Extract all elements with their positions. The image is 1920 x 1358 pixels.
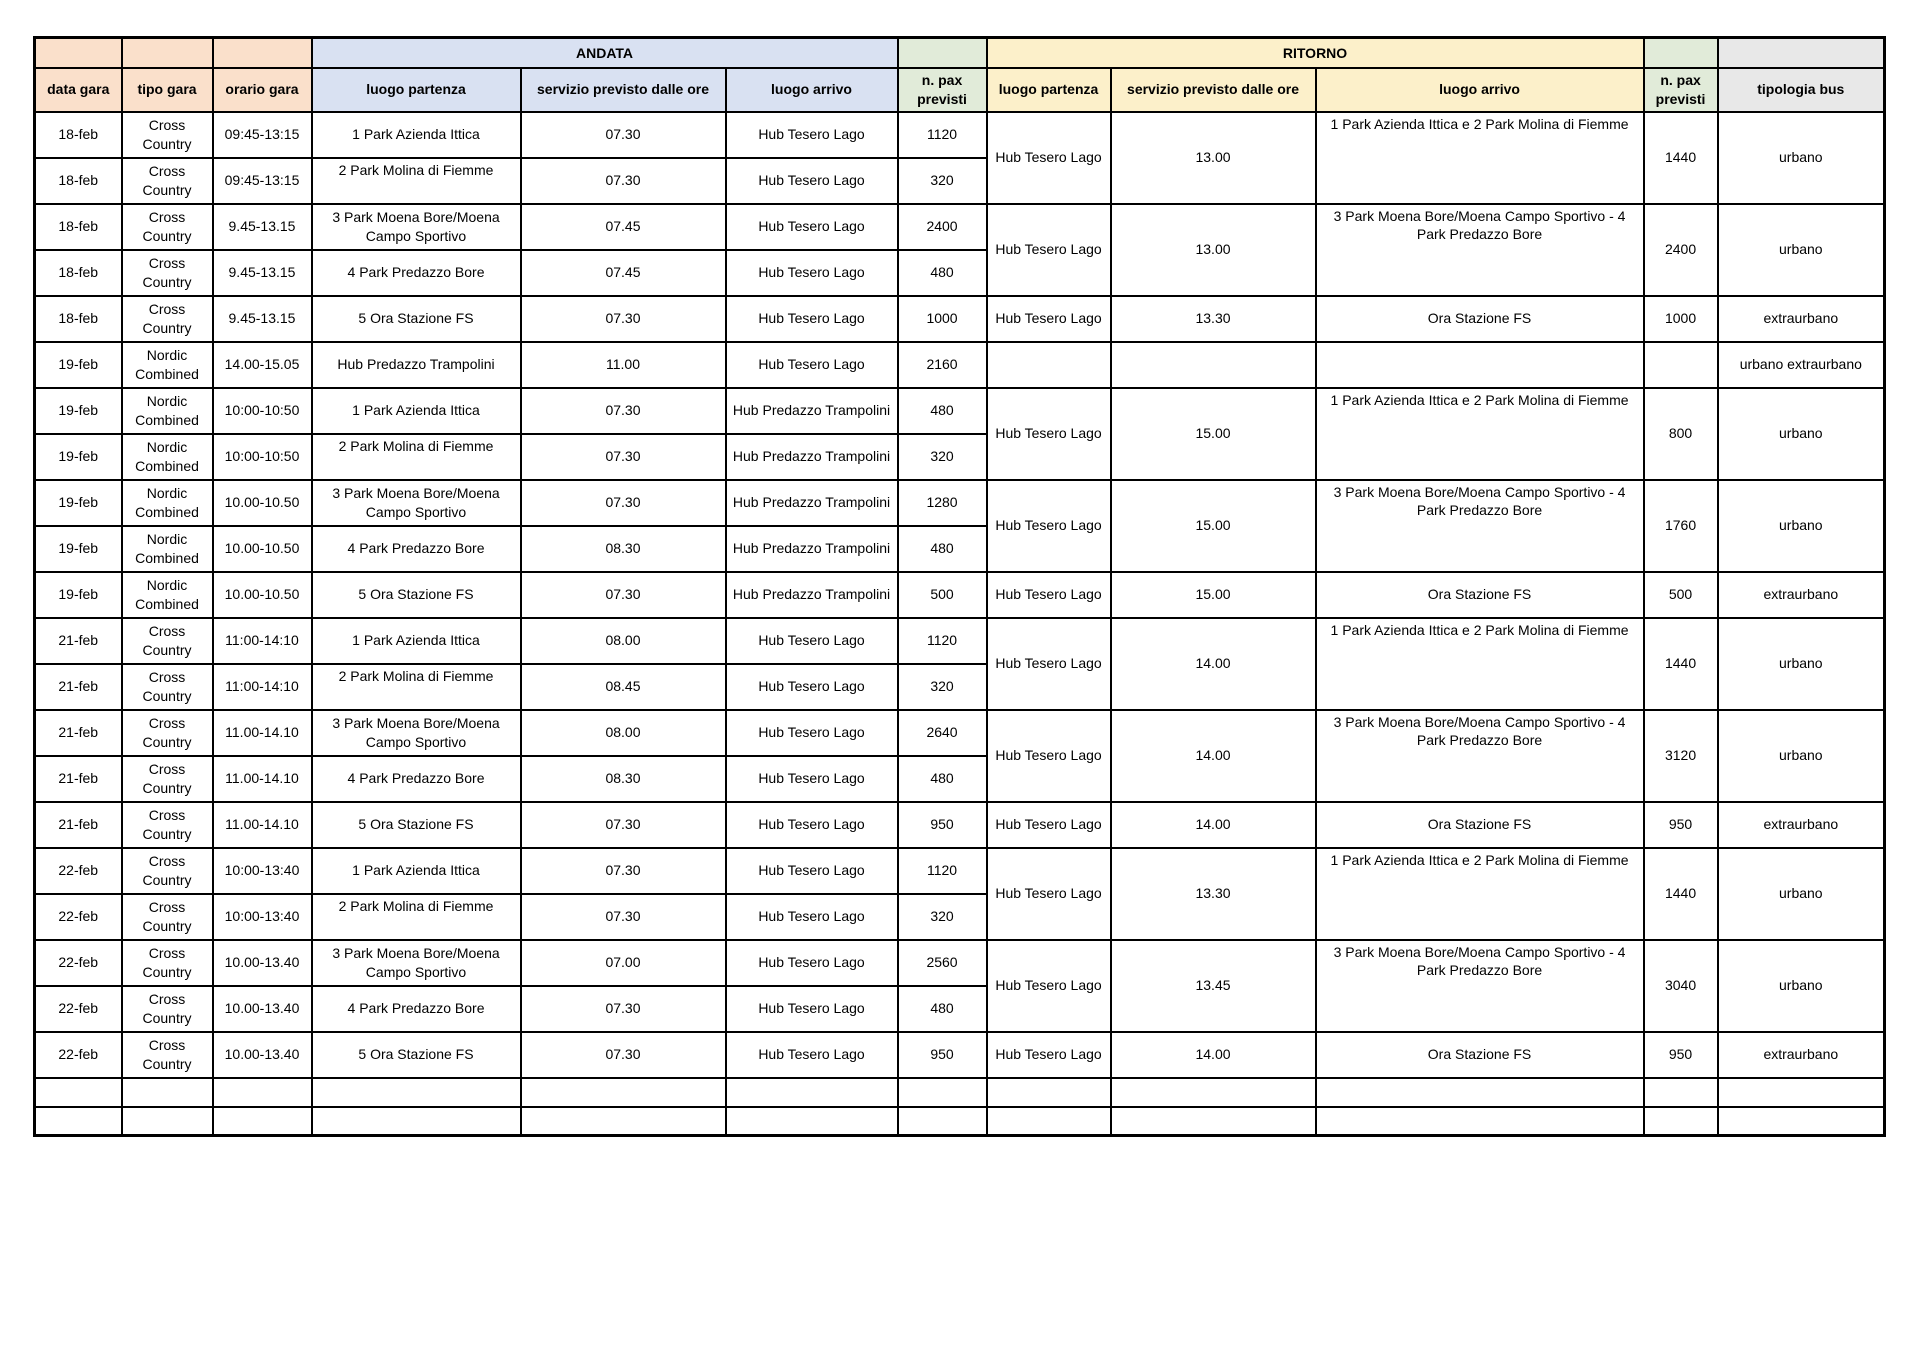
- cell-ritorno-pax: 1440: [1644, 848, 1718, 940]
- cell-andata-servizio: 11.00: [521, 342, 726, 388]
- cell-andata-luogo-arrivo: Hub Tesero Lago: [726, 848, 898, 894]
- cell-data-gara: 19-feb: [35, 572, 122, 618]
- table-row: [35, 940, 1885, 986]
- cell-data-gara: 22-feb: [35, 1032, 122, 1078]
- table-body: [35, 112, 1885, 1136]
- empty-cell: [1111, 1078, 1316, 1107]
- col-header-data-gara: data gara: [35, 68, 122, 112]
- cell-tipo-gara: Cross Country: [122, 802, 213, 848]
- cell-tipologia-bus: extraurbano: [1718, 802, 1885, 848]
- cell-orario-gara: 10:00-13:40: [213, 848, 312, 894]
- cell-tipo-gara: Cross Country: [122, 1032, 213, 1078]
- empty-cell: [1718, 1078, 1885, 1107]
- table-row: [35, 112, 1885, 158]
- cell-andata-luogo-partenza: 1 Park Azienda Ittica: [312, 388, 521, 434]
- cell-andata-pax: 320: [898, 158, 987, 204]
- cell-andata-luogo-arrivo: Hub Tesero Lago: [726, 158, 898, 204]
- cell-tipo-gara: Nordic Combined: [122, 388, 213, 434]
- cell-ritorno-luogo-arrivo: 3 Park Moena Bore/Moena Campo Sportivo - 4 Park Predazzo Bore: [1316, 710, 1644, 802]
- cell-andata-servizio: 08.45: [521, 664, 726, 710]
- cell-andata-luogo-partenza: 5 Ora Stazione FS: [312, 572, 521, 618]
- empty-cell: [726, 1107, 898, 1136]
- cell-andata-servizio: 08.30: [521, 756, 726, 802]
- cell-ritorno-servizio: 14.00: [1111, 802, 1316, 848]
- cell-ritorno-pax: 1440: [1644, 112, 1718, 204]
- table-row: [35, 296, 1885, 342]
- cell-tipo-gara: Cross Country: [122, 894, 213, 940]
- cell-ritorno-servizio: 13.30: [1111, 848, 1316, 940]
- cell-data-gara: 22-feb: [35, 894, 122, 940]
- cell-andata-servizio: 07.30: [521, 802, 726, 848]
- cell-andata-luogo-arrivo: Hub Tesero Lago: [726, 756, 898, 802]
- cell-orario-gara: 11.00-14.10: [213, 756, 312, 802]
- cell-andata-pax: 1280: [898, 480, 987, 526]
- cell-andata-luogo-partenza: 5 Ora Stazione FS: [312, 296, 521, 342]
- group-header-row: [35, 38, 1885, 68]
- cell-ritorno-luogo-partenza: Hub Tesero Lago: [987, 618, 1111, 710]
- cell-data-gara: 22-feb: [35, 986, 122, 1032]
- cell-andata-pax: 2160: [898, 342, 987, 388]
- empty-cell: [1644, 1078, 1718, 1107]
- cell-ritorno-luogo-arrivo: Ora Stazione FS: [1316, 572, 1644, 618]
- cell-andata-pax: 950: [898, 802, 987, 848]
- cell-andata-pax: 2560: [898, 940, 987, 986]
- cell-data-gara: 21-feb: [35, 756, 122, 802]
- cell-andata-luogo-partenza: 1 Park Azienda Ittica: [312, 112, 521, 158]
- cell-andata-pax: 2400: [898, 204, 987, 250]
- cell-andata-pax: 480: [898, 526, 987, 572]
- cell-data-gara: 22-feb: [35, 940, 122, 986]
- cell-ritorno-pax: 3040: [1644, 940, 1718, 1032]
- cell-ritorno-luogo-partenza: Hub Tesero Lago: [987, 296, 1111, 342]
- table-row: [35, 710, 1885, 756]
- cell-tipo-gara: Nordic Combined: [122, 526, 213, 572]
- empty-cell: [312, 1078, 521, 1107]
- cell-tipo-gara: Cross Country: [122, 296, 213, 342]
- cell-ritorno-pax: [1644, 342, 1718, 388]
- cell-andata-luogo-arrivo: Hub Tesero Lago: [726, 1032, 898, 1078]
- cell-tipologia-bus: extraurbano: [1718, 572, 1885, 618]
- cell-ritorno-servizio: [1111, 342, 1316, 388]
- cell-andata-pax: 320: [898, 434, 987, 480]
- cell-orario-gara: 11:00-14:10: [213, 664, 312, 710]
- cell-orario-gara: 9.45-13.15: [213, 204, 312, 250]
- cell-orario-gara: 10:00-13:40: [213, 894, 312, 940]
- cell-ritorno-luogo-arrivo: 1 Park Azienda Ittica e 2 Park Molina di Fiemme: [1316, 848, 1644, 940]
- group-spacer-pax-andata: [898, 38, 987, 68]
- col-header-ritorno-luogo-partenza: luogo partenza: [987, 68, 1111, 112]
- table-row: [35, 342, 1885, 388]
- cell-andata-pax: 480: [898, 756, 987, 802]
- cell-andata-luogo-arrivo: Hub Tesero Lago: [726, 204, 898, 250]
- cell-ritorno-pax: 950: [1644, 1032, 1718, 1078]
- cell-data-gara: 19-feb: [35, 434, 122, 480]
- table-row: [35, 388, 1885, 434]
- cell-andata-luogo-arrivo: Hub Tesero Lago: [726, 894, 898, 940]
- cell-andata-luogo-arrivo: Hub Tesero Lago: [726, 618, 898, 664]
- cell-andata-servizio: 07.30: [521, 296, 726, 342]
- cell-andata-luogo-partenza: 2 Park Molina di Fiemme: [312, 158, 521, 204]
- group-header-andata: ANDATA: [312, 38, 898, 68]
- cell-andata-servizio: 08.00: [521, 710, 726, 756]
- cell-ritorno-luogo-arrivo: 3 Park Moena Bore/Moena Campo Sportivo - 4 Park Predazzo Bore: [1316, 480, 1644, 572]
- cell-andata-luogo-arrivo: Hub Tesero Lago: [726, 112, 898, 158]
- empty-cell: [1644, 1107, 1718, 1136]
- cell-andata-pax: 480: [898, 388, 987, 434]
- cell-andata-pax: 950: [898, 1032, 987, 1078]
- bus-schedule-table: [33, 36, 1886, 1137]
- cell-andata-pax: 320: [898, 894, 987, 940]
- empty-cell: [987, 1107, 1111, 1136]
- cell-ritorno-servizio: 13.00: [1111, 112, 1316, 204]
- empty-cell: [1316, 1107, 1644, 1136]
- cell-data-gara: 18-feb: [35, 112, 122, 158]
- cell-andata-pax: 1120: [898, 618, 987, 664]
- cell-andata-pax: 320: [898, 664, 987, 710]
- cell-ritorno-luogo-arrivo: 1 Park Azienda Ittica e 2 Park Molina di Fiemme: [1316, 112, 1644, 204]
- cell-ritorno-luogo-partenza: Hub Tesero Lago: [987, 1032, 1111, 1078]
- cell-andata-servizio: 07.30: [521, 894, 726, 940]
- cell-orario-gara: 14.00-15.05: [213, 342, 312, 388]
- cell-tipo-gara: Nordic Combined: [122, 434, 213, 480]
- group-spacer-orario-gara: [213, 38, 312, 68]
- cell-ritorno-luogo-partenza: Hub Tesero Lago: [987, 940, 1111, 1032]
- cell-andata-luogo-partenza: 3 Park Moena Bore/Moena Campo Sportivo: [312, 940, 521, 986]
- cell-tipologia-bus: urbano: [1718, 940, 1885, 1032]
- table-row: [35, 480, 1885, 526]
- cell-ritorno-pax: 500: [1644, 572, 1718, 618]
- cell-orario-gara: 10.00-13.40: [213, 940, 312, 986]
- cell-ritorno-luogo-arrivo: 1 Park Azienda Ittica e 2 Park Molina di Fiemme: [1316, 388, 1644, 480]
- cell-andata-luogo-partenza: 4 Park Predazzo Bore: [312, 526, 521, 572]
- cell-andata-pax: 1000: [898, 296, 987, 342]
- cell-data-gara: 18-feb: [35, 250, 122, 296]
- cell-ritorno-luogo-partenza: Hub Tesero Lago: [987, 388, 1111, 480]
- cell-ritorno-servizio: 13.30: [1111, 296, 1316, 342]
- cell-data-gara: 18-feb: [35, 158, 122, 204]
- cell-data-gara: 21-feb: [35, 710, 122, 756]
- table-row: [35, 848, 1885, 894]
- cell-ritorno-servizio: 15.00: [1111, 388, 1316, 480]
- cell-tipologia-bus: urbano: [1718, 848, 1885, 940]
- cell-andata-luogo-partenza: Hub Predazzo Trampolini: [312, 342, 521, 388]
- cell-andata-luogo-partenza: 3 Park Moena Bore/Moena Campo Sportivo: [312, 710, 521, 756]
- cell-tipo-gara: Cross Country: [122, 112, 213, 158]
- cell-ritorno-servizio: 15.00: [1111, 572, 1316, 618]
- cell-tipo-gara: Cross Country: [122, 158, 213, 204]
- group-spacer-data-gara: [35, 38, 122, 68]
- cell-ritorno-luogo-partenza: [987, 342, 1111, 388]
- cell-tipologia-bus: urbano extraurbano: [1718, 342, 1885, 388]
- cell-andata-luogo-partenza: 3 Park Moena Bore/Moena Campo Sportivo: [312, 204, 521, 250]
- cell-tipo-gara: Cross Country: [122, 204, 213, 250]
- cell-orario-gara: 10.00-10.50: [213, 526, 312, 572]
- cell-ritorno-luogo-arrivo: Ora Stazione FS: [1316, 802, 1644, 848]
- cell-andata-servizio: 07.00: [521, 940, 726, 986]
- col-header-andata-luogo-arrivo: luogo arrivo: [726, 68, 898, 112]
- cell-ritorno-luogo-arrivo: 3 Park Moena Bore/Moena Campo Sportivo - 4 Park Predazzo Bore: [1316, 204, 1644, 296]
- cell-andata-luogo-partenza: 1 Park Azienda Ittica: [312, 848, 521, 894]
- cell-orario-gara: 10.00-13.40: [213, 1032, 312, 1078]
- cell-tipo-gara: Cross Country: [122, 250, 213, 296]
- empty-cell: [1718, 1107, 1885, 1136]
- cell-andata-servizio: 07.45: [521, 250, 726, 296]
- cell-tipo-gara: Nordic Combined: [122, 572, 213, 618]
- group-spacer-tipologia-bus: [1718, 38, 1885, 68]
- cell-tipo-gara: Cross Country: [122, 710, 213, 756]
- cell-andata-luogo-arrivo: Hub Predazzo Trampolini: [726, 434, 898, 480]
- cell-tipologia-bus: extraurbano: [1718, 296, 1885, 342]
- cell-ritorno-luogo-partenza: Hub Tesero Lago: [987, 480, 1111, 572]
- cell-ritorno-luogo-partenza: Hub Tesero Lago: [987, 802, 1111, 848]
- cell-tipologia-bus: urbano: [1718, 388, 1885, 480]
- cell-andata-luogo-arrivo: Hub Tesero Lago: [726, 664, 898, 710]
- cell-tipologia-bus: extraurbano: [1718, 1032, 1885, 1078]
- col-header-andata-luogo-partenza: luogo partenza: [312, 68, 521, 112]
- cell-andata-pax: 480: [898, 250, 987, 296]
- cell-andata-luogo-arrivo: Hub Tesero Lago: [726, 250, 898, 296]
- cell-ritorno-pax: 3120: [1644, 710, 1718, 802]
- table-row: [35, 204, 1885, 250]
- empty-cell: [1111, 1107, 1316, 1136]
- empty-cell: [898, 1078, 987, 1107]
- cell-data-gara: 21-feb: [35, 664, 122, 710]
- cell-andata-luogo-partenza: 4 Park Predazzo Bore: [312, 250, 521, 296]
- cell-andata-servizio: 07.30: [521, 158, 726, 204]
- col-header-ritorno-luogo-arrivo: luogo arrivo: [1316, 68, 1644, 112]
- cell-ritorno-luogo-arrivo: Ora Stazione FS: [1316, 296, 1644, 342]
- group-spacer-pax-ritorno: [1644, 38, 1718, 68]
- cell-andata-luogo-arrivo: Hub Tesero Lago: [726, 986, 898, 1032]
- cell-ritorno-servizio: 15.00: [1111, 480, 1316, 572]
- cell-ritorno-servizio: 13.45: [1111, 940, 1316, 1032]
- cell-andata-luogo-arrivo: Hub Predazzo Trampolini: [726, 572, 898, 618]
- cell-ritorno-servizio: 14.00: [1111, 618, 1316, 710]
- cell-ritorno-luogo-partenza: Hub Tesero Lago: [987, 848, 1111, 940]
- cell-andata-pax: 500: [898, 572, 987, 618]
- col-header-orario-gara: orario gara: [213, 68, 312, 112]
- empty-cell: [35, 1107, 122, 1136]
- cell-andata-luogo-partenza: 2 Park Molina di Fiemme: [312, 894, 521, 940]
- cell-orario-gara: 9.45-13.15: [213, 296, 312, 342]
- cell-ritorno-luogo-partenza: Hub Tesero Lago: [987, 710, 1111, 802]
- empty-cell: [726, 1078, 898, 1107]
- group-spacer-tipo-gara: [122, 38, 213, 68]
- cell-andata-pax: 2640: [898, 710, 987, 756]
- cell-orario-gara: 09:45-13:15: [213, 112, 312, 158]
- empty-cell: [1316, 1078, 1644, 1107]
- table-row: [35, 802, 1885, 848]
- cell-orario-gara: 10:00-10:50: [213, 388, 312, 434]
- empty-cell: [521, 1107, 726, 1136]
- col-header-andata-servizio: servizio previsto dalle ore: [521, 68, 726, 112]
- cell-andata-servizio: 07.30: [521, 986, 726, 1032]
- cell-orario-gara: 10.00-10.50: [213, 572, 312, 618]
- cell-ritorno-pax: 1440: [1644, 618, 1718, 710]
- cell-andata-servizio: 08.30: [521, 526, 726, 572]
- cell-andata-luogo-arrivo: Hub Predazzo Trampolini: [726, 388, 898, 434]
- cell-andata-luogo-arrivo: Hub Tesero Lago: [726, 710, 898, 756]
- cell-andata-luogo-arrivo: Hub Tesero Lago: [726, 342, 898, 388]
- cell-andata-luogo-partenza: 2 Park Molina di Fiemme: [312, 664, 521, 710]
- col-header-ritorno-servizio: servizio previsto dalle ore: [1111, 68, 1316, 112]
- cell-tipologia-bus: urbano: [1718, 480, 1885, 572]
- cell-data-gara: 22-feb: [35, 848, 122, 894]
- cell-andata-servizio: 07.30: [521, 572, 726, 618]
- cell-andata-luogo-partenza: 4 Park Predazzo Bore: [312, 986, 521, 1032]
- cell-tipologia-bus: urbano: [1718, 204, 1885, 296]
- cell-tipo-gara: Cross Country: [122, 986, 213, 1032]
- cell-andata-pax: 1120: [898, 848, 987, 894]
- bus-schedule-sheet: [33, 36, 1886, 1137]
- cell-data-gara: 19-feb: [35, 342, 122, 388]
- cell-tipo-gara: Cross Country: [122, 756, 213, 802]
- col-header-andata-pax: n. pax previsti: [898, 68, 987, 112]
- cell-tipo-gara: Nordic Combined: [122, 342, 213, 388]
- cell-data-gara: 19-feb: [35, 388, 122, 434]
- empty-cell: [521, 1078, 726, 1107]
- cell-orario-gara: 09:45-13:15: [213, 158, 312, 204]
- empty-cell: [122, 1107, 213, 1136]
- cell-ritorno-luogo-partenza: Hub Tesero Lago: [987, 572, 1111, 618]
- group-header-ritorno: RITORNO: [987, 38, 1644, 68]
- cell-ritorno-pax: 2400: [1644, 204, 1718, 296]
- empty-cell: [312, 1107, 521, 1136]
- empty-cell: [987, 1078, 1111, 1107]
- cell-tipo-gara: Cross Country: [122, 664, 213, 710]
- cell-ritorno-servizio: 13.00: [1111, 204, 1316, 296]
- cell-ritorno-pax: 1760: [1644, 480, 1718, 572]
- cell-data-gara: 21-feb: [35, 618, 122, 664]
- empty-cell: [35, 1078, 122, 1107]
- cell-andata-servizio: 07.30: [521, 480, 726, 526]
- cell-andata-servizio: 07.30: [521, 848, 726, 894]
- cell-data-gara: 19-feb: [35, 480, 122, 526]
- cell-orario-gara: 11:00-14:10: [213, 618, 312, 664]
- cell-andata-luogo-arrivo: Hub Predazzo Trampolini: [726, 480, 898, 526]
- cell-andata-pax: 1120: [898, 112, 987, 158]
- cell-orario-gara: 10.00-13.40: [213, 986, 312, 1032]
- cell-ritorno-luogo-arrivo: Ora Stazione FS: [1316, 1032, 1644, 1078]
- cell-andata-servizio: 07.30: [521, 434, 726, 480]
- table-row: [35, 1032, 1885, 1078]
- column-header-row: [35, 68, 1885, 112]
- cell-andata-luogo-partenza: 5 Ora Stazione FS: [312, 1032, 521, 1078]
- cell-ritorno-luogo-arrivo: [1316, 342, 1644, 388]
- cell-data-gara: 19-feb: [35, 526, 122, 572]
- col-header-tipo-gara: tipo gara: [122, 68, 213, 112]
- cell-data-gara: 18-feb: [35, 204, 122, 250]
- cell-orario-gara: 10:00-10:50: [213, 434, 312, 480]
- empty-cell: [122, 1078, 213, 1107]
- cell-ritorno-luogo-partenza: Hub Tesero Lago: [987, 112, 1111, 204]
- cell-ritorno-luogo-arrivo: 1 Park Azienda Ittica e 2 Park Molina di Fiemme: [1316, 618, 1644, 710]
- cell-orario-gara: 11.00-14.10: [213, 802, 312, 848]
- cell-andata-servizio: 08.00: [521, 618, 726, 664]
- cell-tipo-gara: Cross Country: [122, 848, 213, 894]
- cell-tipologia-bus: urbano: [1718, 112, 1885, 204]
- empty-cell: [213, 1078, 312, 1107]
- cell-andata-luogo-partenza: 5 Ora Stazione FS: [312, 802, 521, 848]
- cell-ritorno-pax: 950: [1644, 802, 1718, 848]
- cell-andata-servizio: 07.30: [521, 112, 726, 158]
- cell-ritorno-pax: 800: [1644, 388, 1718, 480]
- cell-ritorno-luogo-arrivo: 3 Park Moena Bore/Moena Campo Sportivo - 4 Park Predazzo Bore: [1316, 940, 1644, 1032]
- cell-orario-gara: 9.45-13.15: [213, 250, 312, 296]
- cell-ritorno-servizio: 14.00: [1111, 1032, 1316, 1078]
- empty-row: [35, 1107, 1885, 1136]
- empty-cell: [213, 1107, 312, 1136]
- cell-andata-servizio: 07.30: [521, 1032, 726, 1078]
- cell-andata-luogo-arrivo: Hub Tesero Lago: [726, 296, 898, 342]
- table-row: [35, 618, 1885, 664]
- cell-orario-gara: 11.00-14.10: [213, 710, 312, 756]
- col-header-tipologia-bus: tipologia bus: [1718, 68, 1885, 112]
- cell-tipologia-bus: urbano: [1718, 618, 1885, 710]
- cell-andata-pax: 480: [898, 986, 987, 1032]
- cell-andata-luogo-partenza: 4 Park Predazzo Bore: [312, 756, 521, 802]
- cell-andata-luogo-arrivo: Hub Tesero Lago: [726, 940, 898, 986]
- cell-data-gara: 21-feb: [35, 802, 122, 848]
- cell-data-gara: 18-feb: [35, 296, 122, 342]
- table-row: [35, 572, 1885, 618]
- col-header-ritorno-pax: n. pax previsti: [1644, 68, 1718, 112]
- cell-ritorno-pax: 1000: [1644, 296, 1718, 342]
- cell-ritorno-luogo-partenza: Hub Tesero Lago: [987, 204, 1111, 296]
- cell-andata-luogo-partenza: 1 Park Azienda Ittica: [312, 618, 521, 664]
- cell-andata-servizio: 07.30: [521, 388, 726, 434]
- cell-andata-luogo-arrivo: Hub Tesero Lago: [726, 802, 898, 848]
- cell-andata-luogo-partenza: 3 Park Moena Bore/Moena Campo Sportivo: [312, 480, 521, 526]
- cell-tipologia-bus: urbano: [1718, 710, 1885, 802]
- cell-tipo-gara: Nordic Combined: [122, 480, 213, 526]
- cell-andata-luogo-arrivo: Hub Predazzo Trampolini: [726, 526, 898, 572]
- cell-orario-gara: 10.00-10.50: [213, 480, 312, 526]
- empty-cell: [898, 1107, 987, 1136]
- cell-tipo-gara: Cross Country: [122, 940, 213, 986]
- empty-row: [35, 1078, 1885, 1107]
- cell-ritorno-servizio: 14.00: [1111, 710, 1316, 802]
- cell-andata-luogo-partenza: 2 Park Molina di Fiemme: [312, 434, 521, 480]
- cell-tipo-gara: Cross Country: [122, 618, 213, 664]
- cell-andata-servizio: 07.45: [521, 204, 726, 250]
